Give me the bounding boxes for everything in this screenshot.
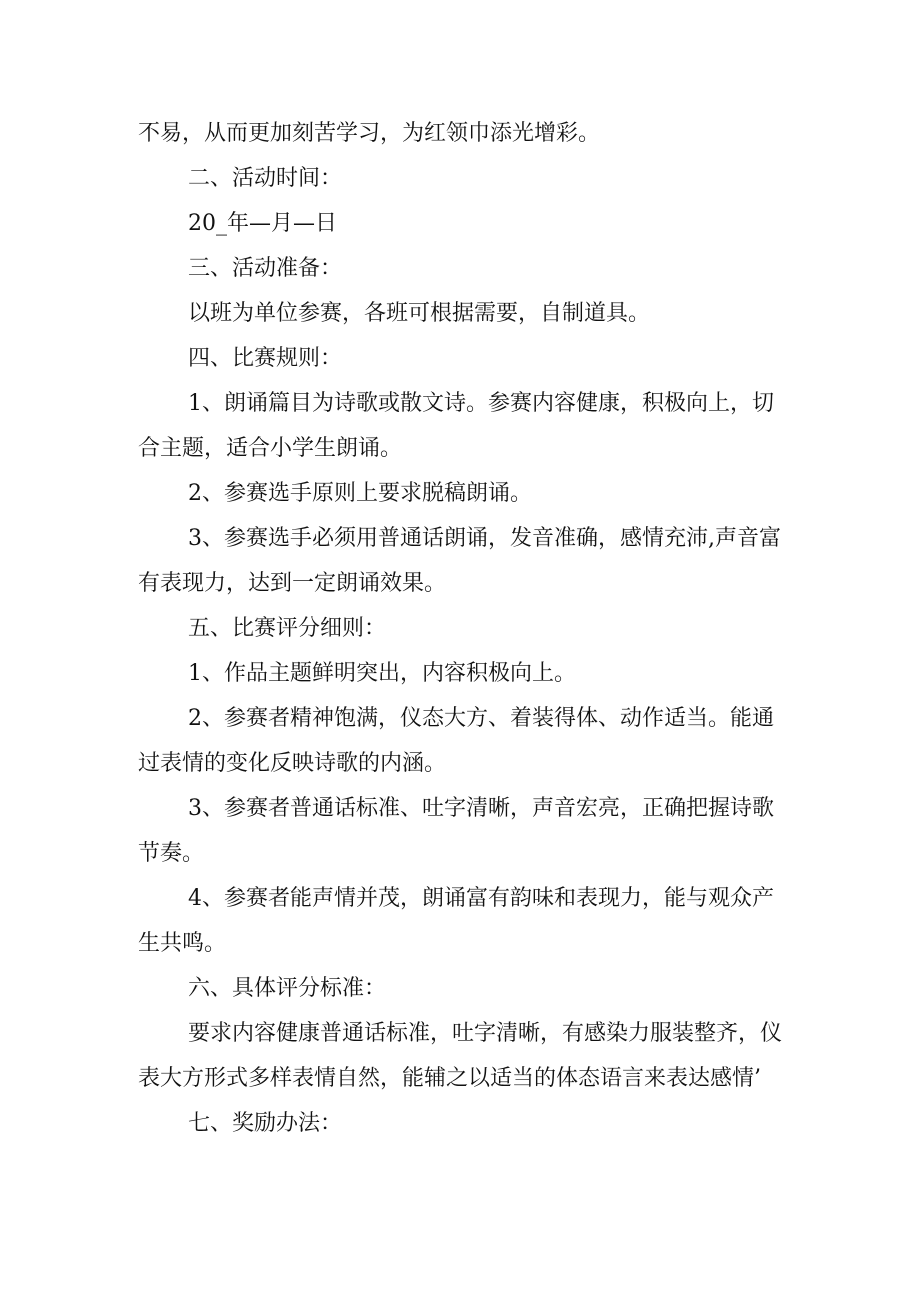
paragraph-scoring-standard: 要求内容健康普通话标准，吐字清晰，有感染力服装整齐，仪表大方形式多样表情自然，能辅之以适当的体态语言来表达感情’ (138, 1021, 783, 1091)
rule-item-1: 1、朗诵篇目为诗歌或散文诗。参赛内容健康，积极向上，切合主题，适合小学生朗诵。 (138, 391, 774, 461)
document-body (138, 111, 788, 1146)
paragraph-continuation: 不易，从而更加刻苦学习，为红领巾添光增彩。 (138, 121, 601, 146)
section-heading-scoring-details: 五、比赛评分细则： (188, 616, 387, 641)
section-heading-activity-time: 二、活动时间： (188, 166, 343, 191)
scoring-item-2: 2、参赛者精神饱满，仪态大方、着装得体、动作适当。能通过表情的变化反映诗歌的内涵。 (138, 706, 774, 776)
scoring-item-3: 3、参赛者普通话标准、吐字清晰，声音宏亮，正确把握诗歌节奏。 (138, 796, 774, 866)
paragraph-date: 20_年—月—日 (188, 211, 337, 236)
section-heading-rewards: 七、奖励办法： (188, 1111, 343, 1136)
paragraph-preparation: 以班为单位参赛，各班可根据需要，自制道具。 (188, 301, 651, 326)
scoring-item-4: 4、参赛者能声情并茂，朗诵富有韵味和表现力，能与观众产生共鸣。 (138, 886, 774, 956)
rule-item-3: 3、参赛选手必须用普通话朗诵，发音准确，感情充沛,声音富有表现力，达到一定朗诵效果。 (138, 526, 781, 596)
section-heading-rules: 四、比赛规则： (188, 346, 343, 371)
section-heading-scoring-standard: 六、具体评分标准： (188, 976, 387, 1001)
section-heading-preparation: 三、活动准备： (188, 256, 343, 281)
scoring-item-1: 1、作品主题鲜明突出，内容积极向上。 (188, 661, 576, 686)
rule-item-2: 2、参赛选手原则上要求脱稿朗诵。 (188, 481, 532, 506)
